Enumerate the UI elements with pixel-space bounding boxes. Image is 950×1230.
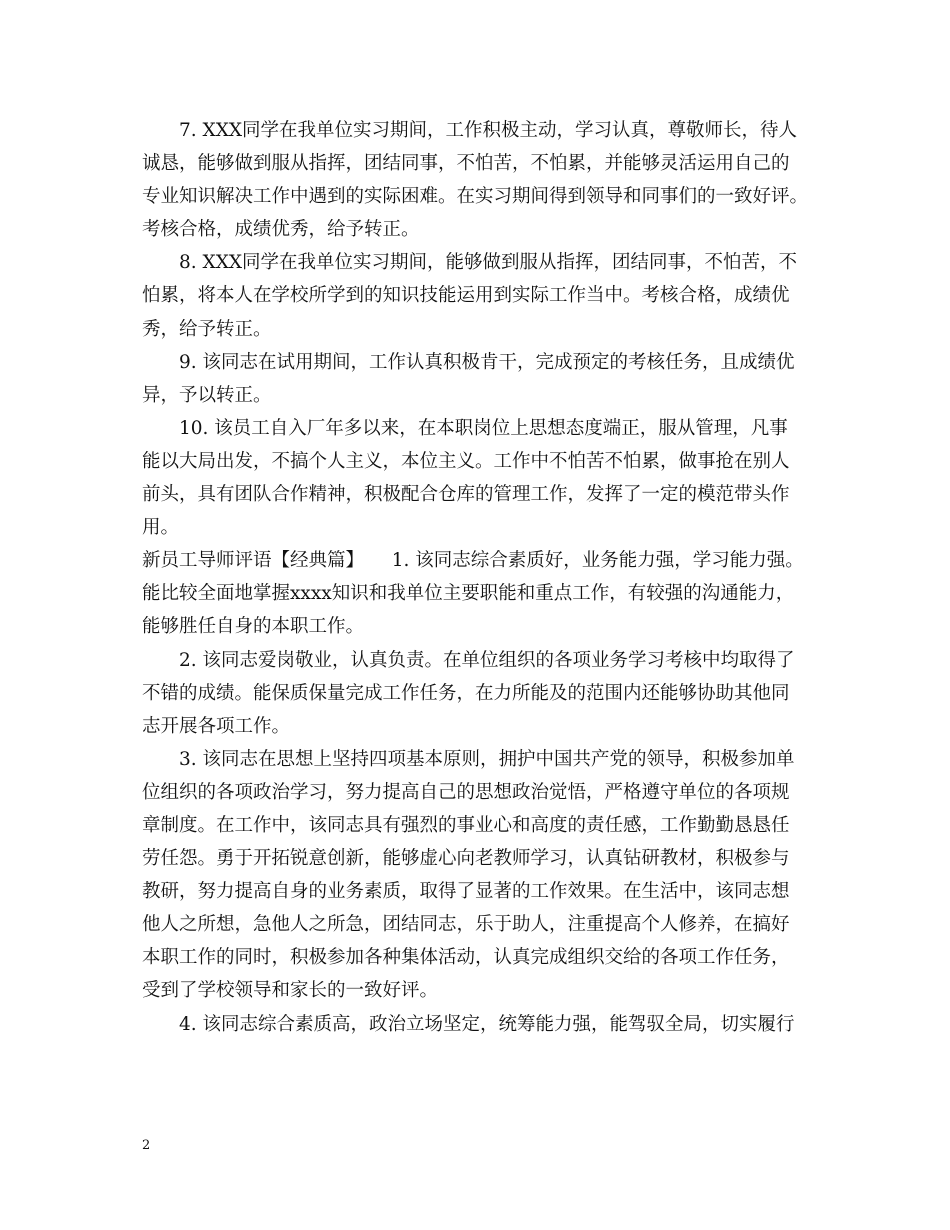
text-line: 诚恳，能够做到服从指挥，团结同事，不怕苦，不怕累，并能够灵活运用自己的 [142, 153, 790, 175]
text-line: 本职工作的同时，积极参加各种集体活动，认真完成组织交给的各项工作任务， [142, 947, 790, 969]
text-line: 章制度。在工作中，该同志具有强烈的事业心和高度的责任感，工作勤勤恳恳任 [142, 814, 790, 836]
text-line: 7. XXX同学在我单位实习期间，工作积极主动，学习认真，尊敬师长，待人 [179, 120, 798, 141]
text-line: 能比较全面地掌握xxxx知识和我单位主要职能和重点工作，有较强的沟通能力， [142, 583, 795, 605]
text-line: 2. 该同志爱岗敬业，认真负责。在单位组织的各项业务学习考核中均取得了 [179, 649, 795, 671]
text-line: 不错的成绩。能保质保量完成工作任务，在力所能及的范围内还能够协助其他同 [142, 682, 790, 704]
text-line: 志开展各项工作。 [142, 715, 291, 737]
text-line: 他人之所想，急他人之所急，团结同志，乐于助人，注重提高个人修养，在搞好 [142, 914, 790, 936]
text-line: 4. 该同志综合素质高，政治立场坚定，统筹能力强，能驾驭全局，切实履行 [179, 1013, 795, 1035]
text-line: 10. 该员工自入厂年多以来，在本职岗位上思想态度端正，服从管理，凡事 [179, 417, 788, 439]
text-line: 受到了学校领导和家长的一致好评。 [142, 980, 439, 1002]
text-line: 能够胜任自身的本职工作。 [142, 616, 365, 638]
text-line: 3. 该同志在思想上坚持四项基本原则，拥护中国共产党的领导，积极参加单 [179, 748, 795, 770]
text-line: 异，予以转正。 [142, 384, 272, 406]
section-heading-line: 新员工导师评语【经典篇】 1. 该同志综合素质好，业务能力强，学习能力强。 [142, 550, 804, 572]
text-line: 劳任怨。勇于开拓锐意创新，能够虚心向老教师学习，认真钻研教材，积极参与 [142, 848, 790, 870]
text-line: 9. 该同志在试用期间，工作认真积极肯干，完成预定的考核任务，且成绩优 [179, 351, 795, 373]
document-body [142, 114, 832, 1041]
text-line: 前头，具有团队合作精神，积极配合仓库的管理工作，发挥了一定的模范带头作 [142, 484, 790, 506]
page-number: 2 [142, 1138, 151, 1153]
text-line: 秀，给予转正。 [142, 318, 272, 340]
text-line: 用。 [142, 517, 180, 539]
text-line: 考核合格，成绩优秀，给予转正。 [142, 219, 420, 241]
text-line: 教研，努力提高自身的业务素质，取得了显著的工作效果。在生活中，该同志想 [142, 881, 790, 903]
text-line: 位组织的各项政治学习，努力提高自己的思想政治觉悟，严格遵守单位的各项规 [142, 781, 790, 803]
text-line: 能以大局出发，不搞个人主义，本位主义。工作中不怕苦不怕累，做事抢在别人 [142, 450, 790, 472]
text-line: 8. XXX同学在我单位实习期间，能够做到服从指挥，团结同事，不怕苦，不 [179, 252, 798, 274]
text-line: 专业知识解决工作中遇到的实际困难。在实习期间得到领导和同事们的一致好评。 [142, 186, 809, 208]
text-line: 怕累，将本人在学校所学到的知识技能运用到实际工作当中。考核合格，成绩优 [142, 285, 790, 307]
